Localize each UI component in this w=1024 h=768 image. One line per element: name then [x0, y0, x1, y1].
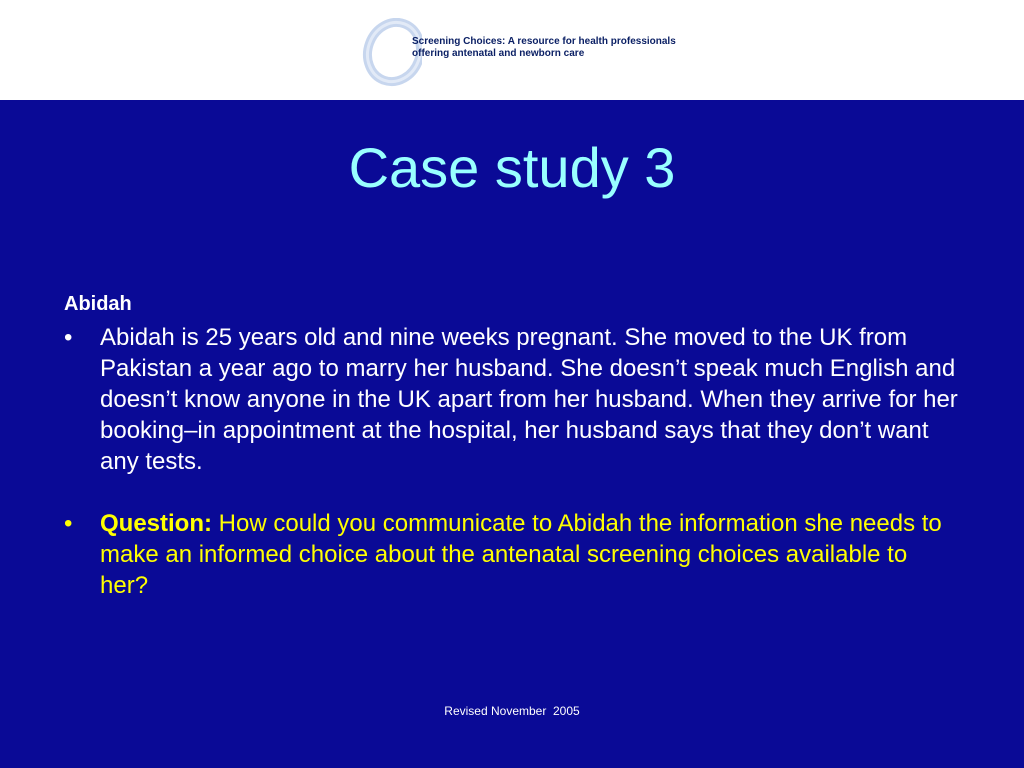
footer-revision: Revised November 2005: [444, 704, 580, 718]
slide-title: Case study 3: [348, 136, 676, 199]
header-line-1: Screening Choices: A resource for health professionals: [412, 36, 676, 47]
bullet-item-question: [64, 508, 960, 601]
slide-content: [64, 290, 964, 601]
header-tagline: [412, 36, 676, 60]
bullet-item-description: [64, 322, 960, 477]
header-line-2: offering antenatal and newborn care: [412, 48, 585, 59]
question-label: Question:: [100, 510, 212, 537]
question-text: How could you communicate to Abidah the information she needs to make an informed choice about the antenatal screening choices available to her?: [100, 510, 942, 599]
subheading: Abidah: [64, 293, 132, 315]
bullet-marker: •: [64, 324, 73, 351]
bullet-text: Abidah is 25 years old and nine weeks pregnant. She moved to the UK from Pakistan a year ago to marry her husband. She doesn’t speak much English and doesn’t know anyone in the UK apart from her husband. When they arrive for her booking–in appointment at the hospital, her husband says that they don’t want any tests.: [100, 324, 958, 475]
header-band: [0, 0, 1024, 100]
bullet-marker: •: [64, 510, 73, 537]
slide-body: [0, 100, 1024, 768]
